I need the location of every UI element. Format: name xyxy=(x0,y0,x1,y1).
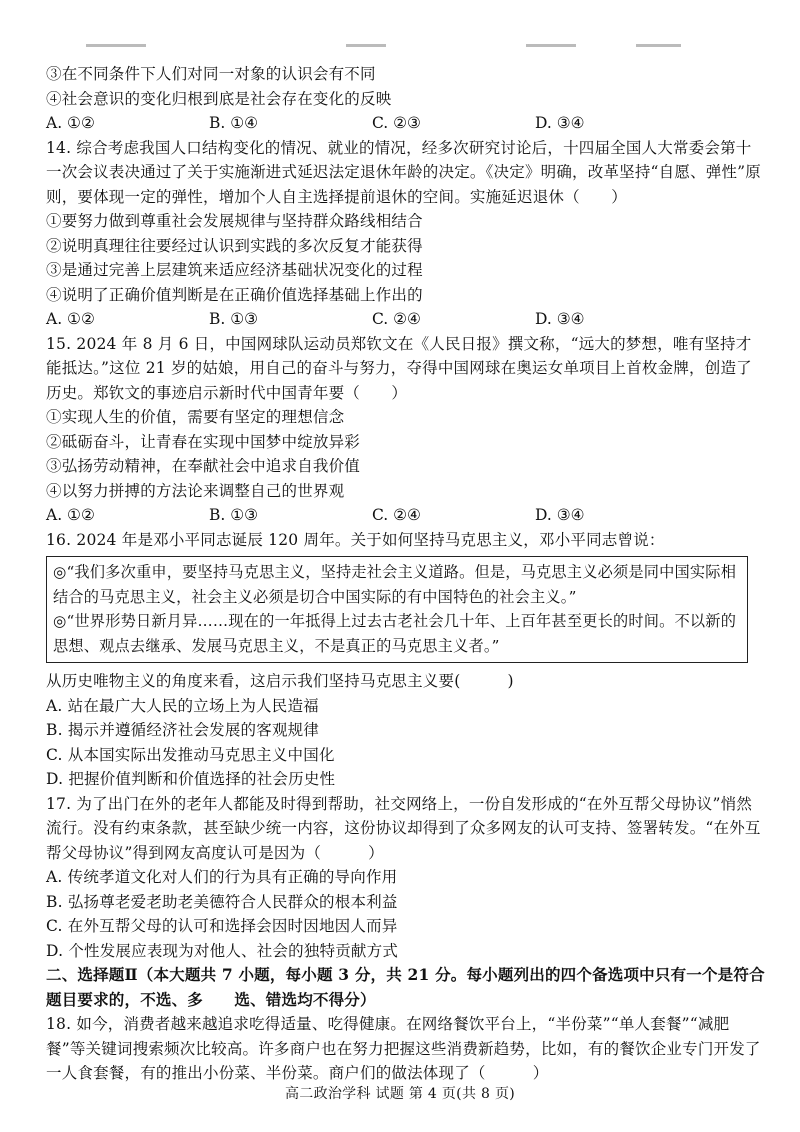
option-d: D. ③④ xyxy=(535,506,585,524)
q15-options xyxy=(46,503,766,528)
section-heading: 二、选择题Ⅱ（本大题共 7 小题，每小题 3 分，共 21 分。每小题列出的四个备选项中只有一个是符合题目要求的，不选、多 选、错选均不得分） xyxy=(46,965,765,1009)
q13-options xyxy=(46,111,766,136)
option-c: C. ②④ xyxy=(372,310,421,328)
q14-item-4: ④说明了正确价值判断是在正确价值选择基础上作出的 xyxy=(46,285,423,304)
option-a: A. ①② xyxy=(46,506,95,524)
option-d: D. ③④ xyxy=(535,310,585,328)
quote-box xyxy=(46,556,748,663)
option-b: B. ①③ xyxy=(209,506,259,524)
exam-page xyxy=(46,62,766,1086)
q15-item-4: ④以努力拼搏的方法论来调整自己的世界观 xyxy=(46,481,345,500)
option-a: A. ①② xyxy=(46,310,95,328)
q16-question: 从历史唯物主义的角度来看，这启示我们坚持马克思主义要( ) xyxy=(46,672,514,690)
q17-choice-a: A. 传统孝道文化对人们的行为具有正确的导向作用 xyxy=(46,868,398,886)
q14-item-3: ③是通过完善上层建筑来适应经济基础状况变化的过程 xyxy=(46,261,423,279)
q16-choice-a: A. 站在最广大人民的立场上为人民造福 xyxy=(46,696,319,715)
q17-choice-b: B. 弘扬尊老爱老助老美德符合人民群众的根本利益 xyxy=(46,892,398,911)
q13-item-4: ④社会意识的变化归根到底是社会存在变化的反映 xyxy=(46,89,392,108)
q15-item-3: ③弘扬劳动精神，在奉献社会中追求自我价值 xyxy=(46,457,361,475)
q17-choice-d: D. 个性发展应表现为对他人、社会的独特贡献方式 xyxy=(46,941,399,960)
q15-item-1: ①实现人生的价值，需要有坚定的理想信念 xyxy=(46,408,345,426)
q16-choice-c: C. 从本国实际出发推动马克思主义中国化 xyxy=(46,745,335,764)
q17-choice-c: C. 在外互帮父母的认可和选择会因时因地因人而异 xyxy=(46,917,398,935)
q15-stem: 15. 2024 年 8 月 6 日，中国网球队运动员郑钦文在《人民日报》撰文称，“远大的梦想，唯有坚持才能抵达。”这位 21 岁的姑娘，用自己的奋斗与努力，夺得中国网球在奥运女单项目上首枚金牌，创造了历史。郑钦文的事迹启示新时代中国青年要（ ） xyxy=(46,334,752,402)
q14-item-1: ①要努力做到尊重社会发展规律与坚持群众路线相结合 xyxy=(46,212,423,230)
q13-item-3: ③在不同条件下人们对同一对象的认识会有不同 xyxy=(46,65,376,83)
option-b: B. ①④ xyxy=(209,114,259,132)
option-d: D. ③④ xyxy=(535,114,585,132)
page-footer: 高二政治学科 试题 第 4 页(共 8 页) xyxy=(284,1086,516,1102)
q16-stem: 16. 2024 年是邓小平同志诞辰 120 周年。关于如何坚持马克思主义，邓小平同志曾说： xyxy=(46,530,665,549)
q14-item-2: ②说明真理往往要经过认识到实践的多次反复才能获得 xyxy=(46,236,423,255)
q16-choice-d: D. 把握价值判断和价值选择的社会历史性 xyxy=(46,770,336,788)
q14-stem: 14. 综合考虑我国人口结构变化的情况、就业的情况，经多次研究讨论后，十四届全国人大常委会第十一次会议表决通过了关于实施渐进式延迟法定退休年龄的决定。《决定》明确，改革坚持“自愿、弹性”原则，要体现一定的弹性，增加个人自主选择提前退休的空间。实施延迟退休（ ） xyxy=(46,138,762,206)
option-c: C. ②④ xyxy=(372,506,421,524)
q15-item-2: ②砥砺奋斗，让青春在实现中国梦中绽放异彩 xyxy=(46,432,361,451)
scan-artifact xyxy=(46,44,746,50)
quote-1: ◎“我们多次重申，要坚持马克思主义，坚持走社会主义道路。但是，马克思主义必须是同中国实际相结合的马克思主义，社会主义必须是切合中国实际的有中国特色的社会主义。” xyxy=(53,563,737,606)
option-c: C. ②③ xyxy=(372,114,421,132)
q16-choice-b: B. 揭示并遵循经济社会发展的客观规律 xyxy=(46,721,320,739)
quote-2: ◎“世界形势日新月异……现在的一年抵得上过去古老社会几十年、上百年甚至更长的时间。不以新的思想、观点去继承、发展马克思主义，不是真正的马克思主义者。” xyxy=(53,612,737,655)
q17-stem: 17. 为了出门在外的老年人都能及时得到帮助，社交网络上，一份自发形成的“在外互帮父母协议”悄然流行。没有约束条款，甚至缺少统一内容，这份协议却得到了众多网友的认可支持、签署转发。“在外互帮父母协议”得到网友高度认可是因为（ ） xyxy=(46,794,761,862)
q14-options xyxy=(46,307,766,332)
option-b: B. ①③ xyxy=(209,310,259,328)
option-a: A. ①② xyxy=(46,114,95,132)
q18-stem: 18. 如今，消费者越来越追求吃得适量、吃得健康。在网络餐饮平台上，“半份菜”“单人套餐”“减肥餐”等关键词搜索频次比较高。许多商户也在努力把握这些消费新趋势，比如，有的餐饮企业专门开发了一人食套餐，有的推出小份菜、半份菜。商户们的做法体现了（ ） xyxy=(46,1015,761,1082)
